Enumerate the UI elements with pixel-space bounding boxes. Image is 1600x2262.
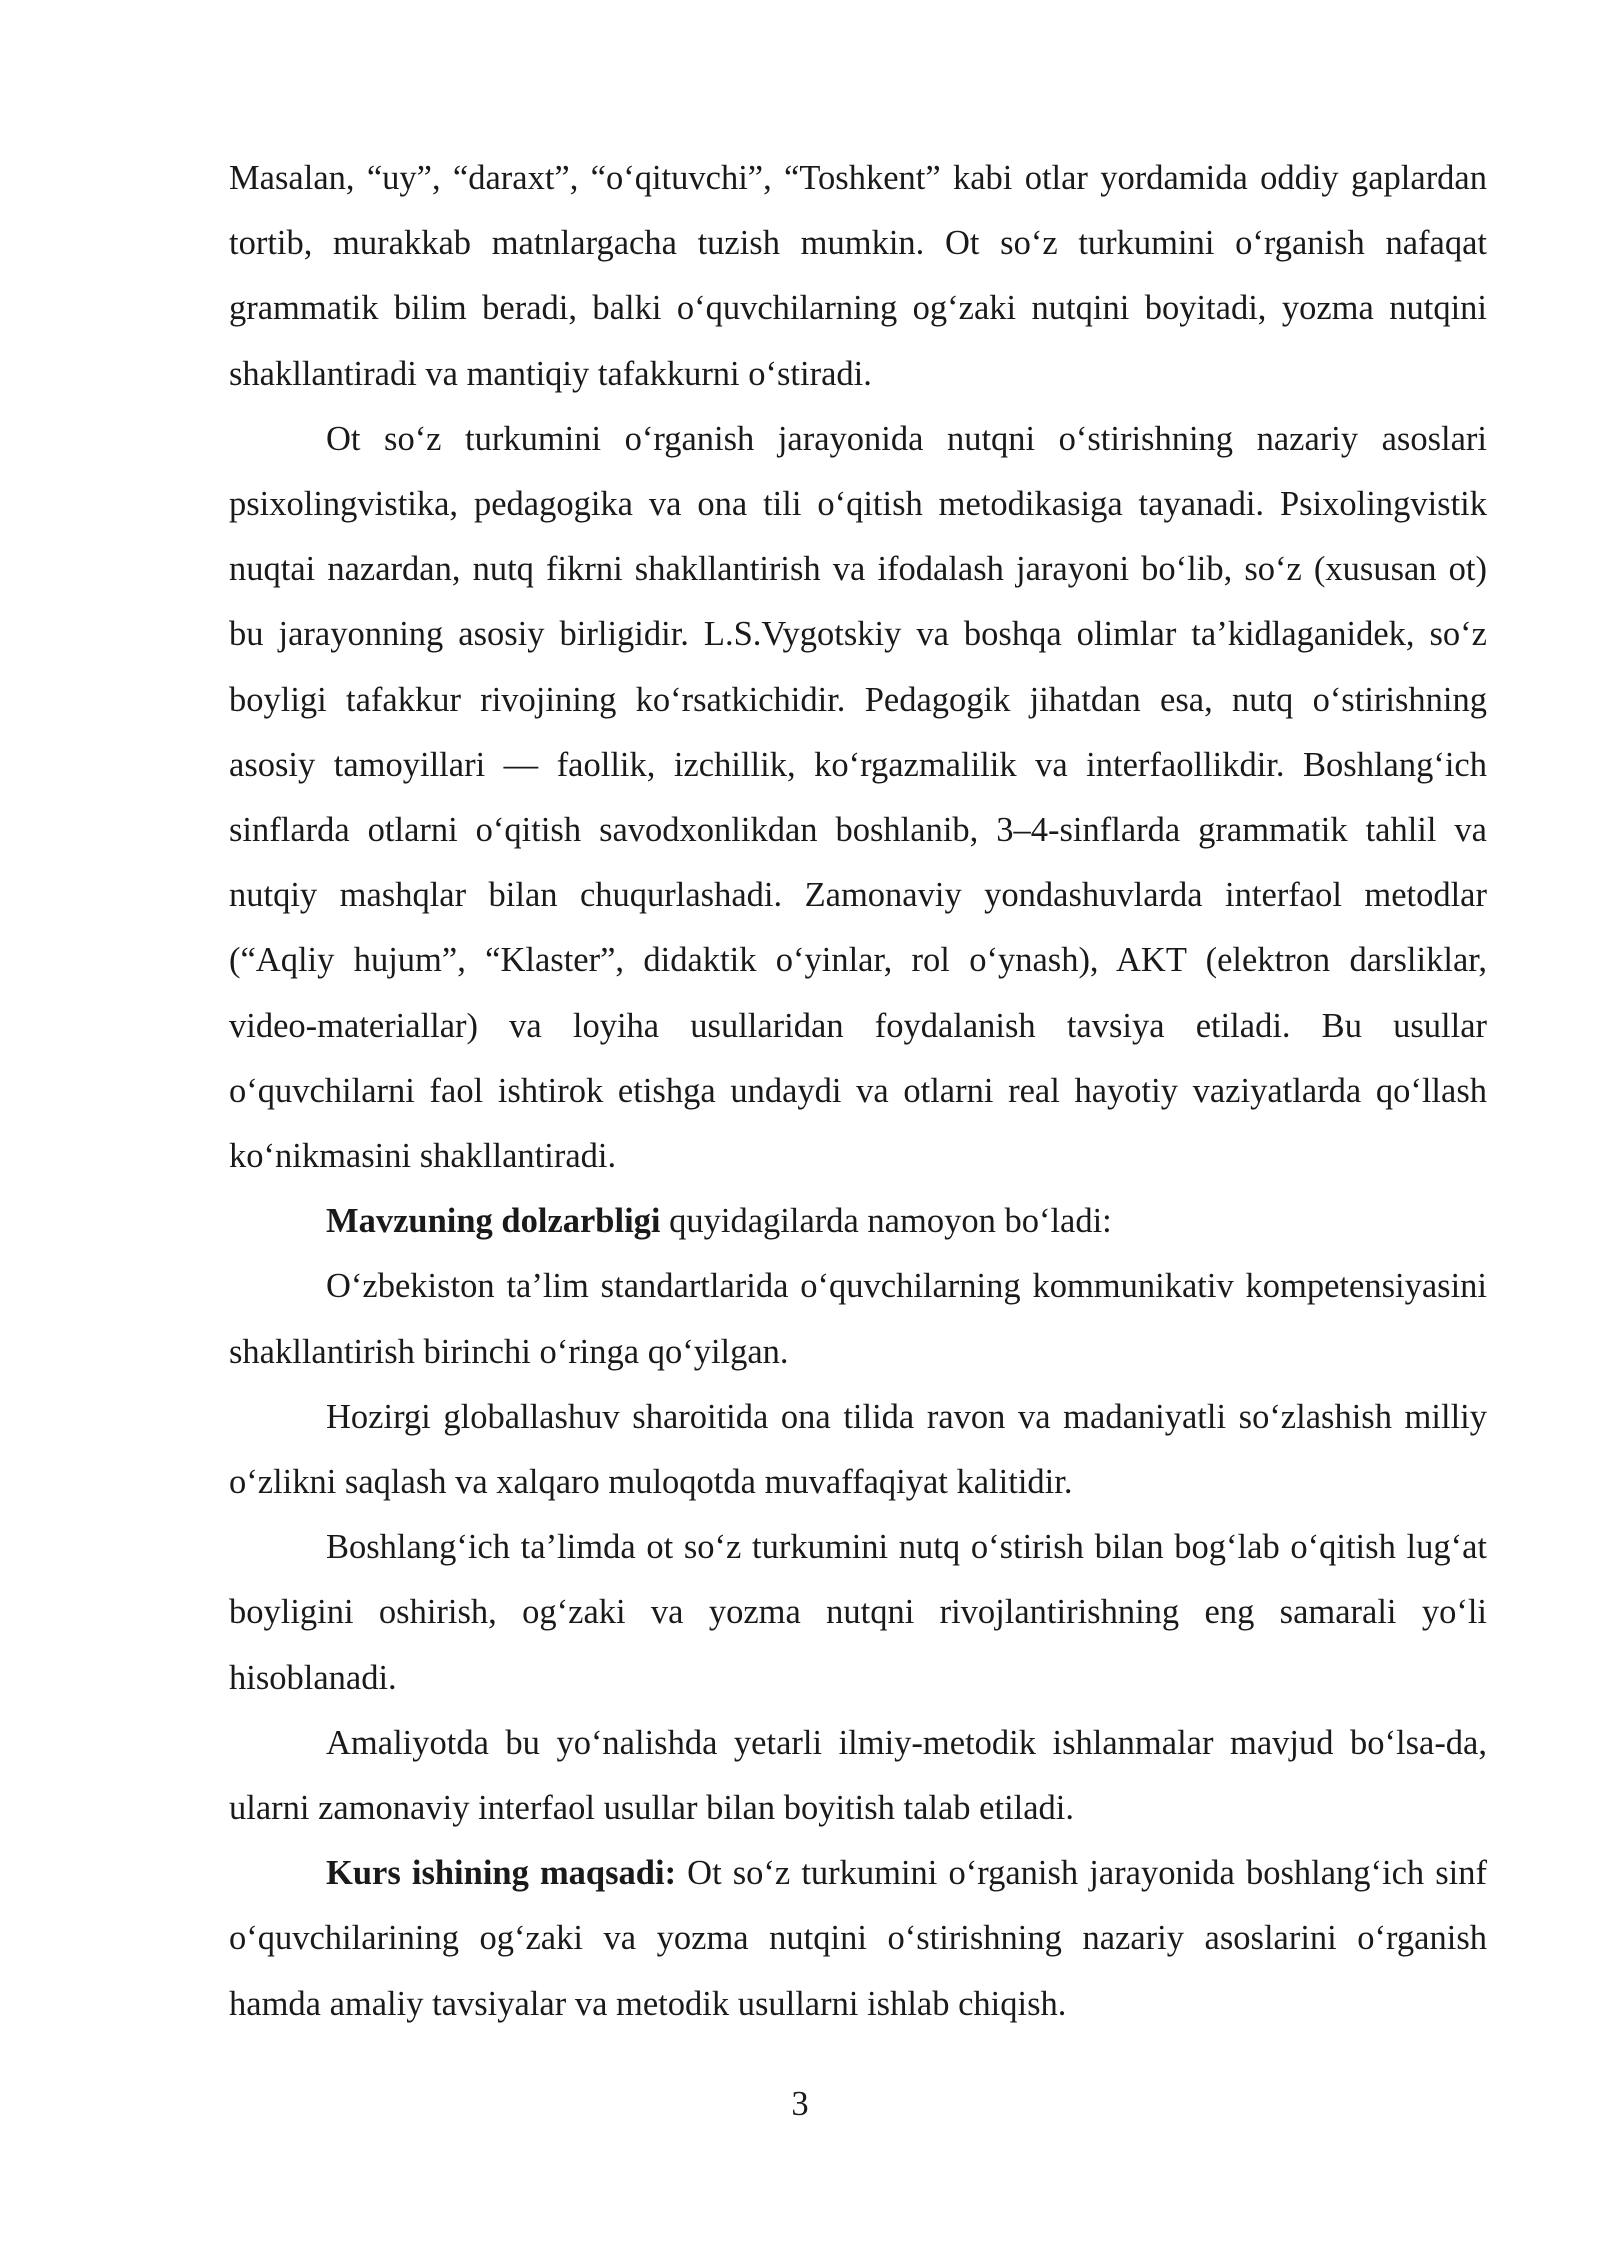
paragraph-practice <box>229 1711 1487 1841</box>
paragraph-theory <box>229 407 1487 1189</box>
paragraph-examples <box>229 146 1487 407</box>
paragraph-globalization <box>229 1385 1487 1515</box>
paragraph-text: Hozirgi globallashuv sharoitida ona tilida ravon va madaniyatli so‘zlashish milliy o‘zlikni saqlash va xalqaro muloqotda muvaffaqiyat kalitidir. <box>229 1397 1487 1502</box>
body-text <box>229 146 1487 2037</box>
paragraph-text: Ot so‘z turkumini o‘rganish jarayonida nutqni o‘stirishning nazariy asoslari psixolingvistika, pedagogika va ona tili o‘qitish metodikasiga tayanadi. Psixolingvistik nuqtai nazardan, nutq fikrni shakllantirish va ifodalash jarayoni bo‘lib, so‘z (xususan ot) bu jarayonning asosiy birligidir. L.S.Vygotskiy va boshqa olimlar ta’kidlaganidek, so‘z boyligi tafakkur rivojining ko‘rsatkichidir. Pedagogik jihatdan esa, nutq o‘stirishning asosiy tamoyillari — faollik, izchillik, ko‘rgazmalilik va interfaollikdir. Boshlang‘ich sinflarda otlarni o‘qitish savodxonlikdan boshlanib, 3–4-sinflarda grammatik tahlil va nutqiy mashqlar bilan chuqurlashadi. Zamonaviy yondashuvlarda interfaol metodlar (“Aqliy hujum”, “Klaster”, didaktik o‘yinlar, rol o‘ynash), AKT (elektron darsliklar, video-materiallar) va loyiha usullaridan foydalanish tavsiya etiladi. Bu usullar o‘quvchilarni faol ishtirok etishga undaydi va otlarni real hayotiy vaziyatlarda qo‘llash ko‘nikmasini shakllantiradi. <box>229 419 1487 1176</box>
relevance-heading: Mavzuning dolzarbligi <box>326 1202 661 1241</box>
paragraph-goal <box>229 1841 1487 2037</box>
paragraph-primary-education <box>229 1515 1487 1711</box>
paragraph-text: quyidagilarda namoyon bo‘ladi: <box>660 1202 1112 1241</box>
paragraph-standards <box>229 1254 1487 1384</box>
paragraph-relevance-intro <box>229 1189 1487 1254</box>
paragraph-text: Amaliyotda bu yo‘nalishda yetarli ilmiy-metodik ishlanmalar mavjud bo‘lsa-da, ularni zamonaviy interfaol usullar bilan boyitish talab etiladi. <box>229 1723 1487 1828</box>
paragraph-text: Masalan, “uy”, “daraxt”, “o‘qituvchi”, “Toshkent” kabi otlar yordamida oddiy gaplardan tortib, murakkab matnlargacha tuzish mumkin. Ot so‘z turkumini o‘rganish nafaqat grammatik bilim beradi, balki o‘quvchilarning og‘zaki nutqini boyitadi, yozma nutqini shakllantiradi va mantiqiy tafakkurni o‘stiradi. <box>229 159 1487 393</box>
goal-heading: Kurs ishining maqsadi: <box>326 1854 677 1893</box>
page-number: 3 <box>791 2085 809 2123</box>
paragraph-text: O‘zbekiston ta’lim standartlarida o‘quvchilarning kommunikativ kompetensiyasini shakllantirish birinchi o‘ringa qo‘yilgan. <box>229 1267 1487 1371</box>
paragraph-text: Ot so‘z turkumini o‘rganish jarayonida boshlang‘ich sinf o‘quvchilarining og‘zaki va yozma nutqini o‘stirishning nazariy asoslarini o‘rganish hamda amaliy tavsiyalar va metodik usullarni ishlab chiqish. <box>229 1854 1488 2023</box>
paragraph-text: Boshlang‘ich ta’limda ot so‘z turkumini nutq o‘stirish bilan bog‘lab o‘qitish lug‘at boyligini oshirish, og‘zaki va yozma nutqni rivojlantirishning eng samarali yo‘li hisoblanadi. <box>229 1528 1487 1697</box>
